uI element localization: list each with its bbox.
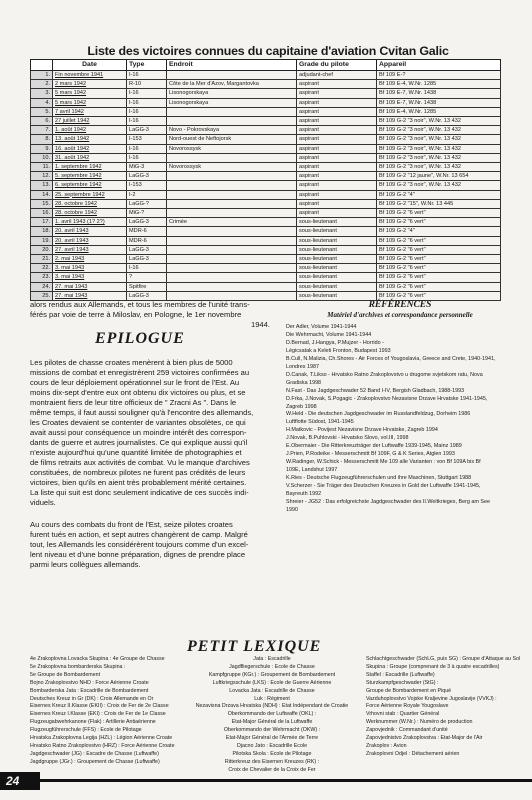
lexique-entry: Lovacka Jata : Escadrille de Chasse (229, 687, 315, 694)
table-cell: 7. (31, 126, 53, 135)
table-cell: 27. avril 1943 (53, 245, 127, 254)
lexique-entry: Flugzeugabwehrkanone (Flak) : Artillerie Antiaérienne (30, 719, 156, 726)
table-cell: Bf 109 G-2 "3 noir", W.Nr. 13 432 (377, 117, 501, 126)
table-cell: R-10 (127, 80, 167, 89)
reference-line: D.Canak, T.Likso - Hrvatsko Ratno Zrakoplovstvo u drugome svjetskom ratu, Nova (286, 371, 483, 378)
lexique-entry: Pilotska Skola : Ecole de Pilotage (232, 750, 312, 757)
epilogue-line: moins dix-sept d'entre eux ont obtenu dix victoires ou plus, et se (30, 388, 246, 397)
table-cell: 24. (31, 282, 53, 291)
table-cell: I-2 (127, 190, 167, 199)
table-cell: sous-lieutenant (297, 282, 377, 291)
table-row (31, 71, 501, 80)
table-row (31, 245, 501, 254)
table-cell: Bf 109 G-2 "4" (377, 190, 501, 199)
table-cell: aspirant (297, 209, 377, 218)
table-cell: 27. mai 1943 (53, 282, 127, 291)
table-cell: Novo - Pokrovskaya (167, 126, 297, 135)
table-cell: I-16 (127, 117, 167, 126)
lexique-entry: Hrvatska Zrakoplovna Legija (HZL) : Légion Aérienne Croate (30, 735, 173, 742)
lexique-entry: Zapovjednik : Commandant d'unité (366, 727, 448, 734)
epilogue-line: montraient fiers de leur titre officieux de " Zracni As ". Dans le (30, 398, 237, 407)
table-cell: Bf 109 G-2 "6 vert" (377, 264, 501, 273)
lexique-entry: Deutsches Kreuz in Gr (DK) : Croix Allemande en Or (30, 695, 154, 702)
header-place: Endroit (167, 60, 297, 71)
table-cell (167, 199, 297, 208)
lexique-entry: Skupina : Groupe (comprenant de 3 à quatre escadrilles) (366, 663, 500, 670)
table-cell (167, 227, 297, 236)
table-cell (167, 273, 297, 282)
table-row (31, 172, 501, 181)
lexique-title: PETIT LEXIQUE (187, 638, 322, 655)
table-cell (167, 245, 297, 254)
table-cell: aspirant (297, 80, 377, 89)
table-cell: MDR-6 (127, 236, 167, 245)
table-row (31, 218, 501, 227)
table-cell: aspirant (297, 181, 377, 190)
reference-line: E.Obermaier - Die Ritterkreuzträger der Luftwaffe 1939-1945, Mainz 1989 (286, 443, 462, 450)
table-cell: aspirant (297, 153, 377, 162)
table-row (31, 144, 501, 153)
lexique-entry: Werknummer (W.Nr.) : Numéro de production (366, 719, 473, 726)
epilogue-title: EPILOGUE (95, 330, 185, 347)
table-cell: 23. (31, 273, 53, 282)
reference-line: V.Scherzer - Sie Träger des Deutschen Kreuzes in Gold der Luftwaffe 1941-1945, (286, 483, 481, 490)
table-cell (167, 209, 297, 218)
lexique-entry: Luk : Régiment (254, 695, 290, 702)
table-cell: 3. mai 1943 (53, 264, 127, 273)
table-cell: aspirant (297, 172, 377, 181)
table-cell: sous-lieutenant (297, 273, 377, 282)
table-cell: 28. octobre 1942 (53, 209, 127, 218)
lexique-entry: Groupe de Bombardement en Piqué (366, 687, 452, 694)
table-row (31, 255, 501, 264)
epilogue-paragraph-1 (30, 358, 272, 508)
table-cell: Nord-ouest de Neftojorsk (167, 135, 297, 144)
lexique-entry: Vazduhoplovstvo Vojske Kraljevine Jugoslavije (VVKJ) : (366, 695, 497, 702)
reference-line: N.Fast - Das Jagdgeschwader 52 Band I-IV, Bergish Gladbach, 1988-1993 (286, 387, 465, 394)
table-row (31, 227, 501, 236)
header-date: Date (53, 60, 127, 71)
table-cell: 13. août 1942 (53, 135, 127, 144)
lexique-entry: Sturzkampfgeschwader (StG) : (366, 679, 439, 686)
table-cell: Bf 109 G-2 "3 noir", W.Nr. 13 432 (377, 135, 501, 144)
table-cell: 11. (31, 163, 53, 172)
table-row (31, 80, 501, 89)
table-cell: 8. (31, 135, 53, 144)
epilogue-line: Les pilotes de chasse croates menèrent à bien plus de 5000 (30, 358, 233, 367)
table-cell: 9. (31, 144, 53, 153)
table-cell (167, 153, 297, 162)
table-cell (167, 190, 297, 199)
table-cell: ? (127, 273, 167, 282)
header-type: Type (127, 60, 167, 71)
table-cell (167, 264, 297, 273)
victories-table (30, 59, 501, 301)
lexique-column-2 (186, 656, 358, 775)
table-cell (167, 117, 297, 126)
table-cell: Bf 109 G-2 "3 noir", W.Nr. 13 432 (377, 181, 501, 190)
lexique-entry: Bombarderska Jata : Escadrille de Bombardement (30, 687, 149, 694)
table-cell: Bf 109 G-2 "3 noir", W.Nr. 13 432 (377, 144, 501, 153)
table-cell: 2. mai 1943 (53, 255, 127, 264)
table-cell: aspirant (297, 126, 377, 135)
epilogue-line: viduels. (30, 498, 56, 507)
table-cell: 28. octobre 1942 (53, 199, 127, 208)
table-cell (167, 236, 297, 245)
lexique-entry: Kampfgruppe (KGr.) : Groupement de Bombardement (208, 671, 336, 678)
lexique-entry: Etat-Major Général de l'Armée de Terre (225, 735, 319, 742)
table-cell: Bf 109 G-2 "6 vert" (377, 209, 501, 218)
page-title: Liste des victoires connues du capitaine d'aviation Cvitan Galic (87, 44, 449, 58)
reference-line: 109E, Landshut 1997 (286, 467, 338, 474)
page-number: 24 (6, 774, 20, 788)
table-row (31, 264, 501, 273)
lexique-entry: Eisernes Kreuz I.Klasse (EKI) : Croix de Fer de 1e Classe (30, 711, 166, 718)
table-cell: I-16 (127, 153, 167, 162)
lexique-entry: Nezavisna Drzava Hrvatska (NDH) : Etat Indépendant de Croatie (195, 703, 349, 710)
table-cell: LaGG-3 (127, 255, 167, 264)
table-header (31, 60, 501, 71)
table-cell: 1. avril 1943 (1? 2?) (53, 218, 127, 227)
table-cell: I-16 (127, 89, 167, 98)
table-cell: 20. avril 1943 (53, 227, 127, 236)
table-row (31, 236, 501, 245)
lexique-entry: Schlachtgeschwader (SchLG, puis SG) : Groupe d'Attaque au Sol (366, 656, 521, 662)
table-cell (167, 181, 297, 190)
table-cell: Lisonogorskaya (167, 98, 297, 107)
header-aircraft: Appareil (377, 60, 501, 71)
table-cell: sous-lieutenant (297, 218, 377, 227)
table-cell: I-16 (127, 71, 167, 80)
lexique-entry: Hrvatsko Ratno Zrakoplovstvo (HRZ) : Force Aérienne Croate (30, 742, 175, 749)
table-row (31, 126, 501, 135)
epilogue-line: victoires, bien qu'ils en aient très probablement mérité certaines. (30, 478, 247, 487)
table-cell: 6. (31, 117, 53, 126)
table-cell: sous-lieutenant (297, 255, 377, 264)
table-cell: 2 mars 1942 (53, 80, 127, 89)
table-cell: Bf 109 G-2 "6 vert" (377, 291, 501, 300)
epilogue-line: tout, les Allemands les considérèrent toujours comme d'un excel- (30, 540, 249, 549)
table-cell: MDR-6 (127, 227, 167, 236)
lexique-entry: Ritterkreuz des Eisernen Kreuzes (RK) : (224, 758, 320, 765)
table-cell: Fin novembre 1941 (53, 71, 127, 80)
table-cell (167, 172, 297, 181)
reference-line: 1990 (286, 506, 298, 513)
epilogue-line: cours de leur déploiement opérationnel sur le front de l'Est. Au (30, 378, 240, 387)
lexique-entry: 4e Zrakoplovna Lovacka Skupina : 4e Groupe de Chasse (30, 656, 165, 662)
intro-text (30, 300, 270, 330)
lexique-entry: Force Aérienne Royale Yougoslave (366, 703, 449, 710)
table-row (31, 117, 501, 126)
table-cell: Bf 109 E-4, W.Nr. 1285 (377, 80, 501, 89)
table-cell: 27. mai 1943 (53, 291, 127, 300)
bottom-rule (40, 779, 532, 782)
table-cell: sous-lieutenant (297, 264, 377, 273)
intro-line: alors rendus aux Allemands, et tous les membres de l'unité trans- (30, 300, 250, 309)
table-cell: Novorossysk (167, 144, 297, 153)
table-row (31, 181, 501, 190)
reference-line: D.Bernad, J.Hangya, P.Mujzer - Horrido - (286, 339, 384, 346)
table-row (31, 199, 501, 208)
epilogue-line: furent tués en action, et sept autres changèrent de camp. Malgré (30, 530, 248, 539)
table-cell: MiG-? (127, 209, 167, 218)
table-cell: Bf 109 G-2 "6 vert" (377, 245, 501, 254)
table-cell: I-16 (127, 264, 167, 273)
table-cell: Bf 109 G-2 "6 vert" (377, 282, 501, 291)
table-cell: 19. (31, 236, 53, 245)
references-list (286, 324, 520, 515)
table-cell: 20. (31, 245, 53, 254)
lexique-entry: Eisernes Kreuz II.Klasse (EKII) : Croix de Fer de 2e Classe (30, 703, 169, 710)
table-cell: 5 mars 1942 (53, 89, 127, 98)
lexique-entry: Djacno Jato : Escadrille Ecole (236, 742, 308, 749)
table-cell: 12. (31, 172, 53, 181)
table-row (31, 135, 501, 144)
table-cell: LaGG-3 (127, 126, 167, 135)
table-cell: LaGG-3 (127, 291, 167, 300)
page-number-box (0, 772, 40, 790)
lexique-entry: Croix de Chevalier de la Croix de Fer (228, 766, 316, 773)
reference-line: Der Adler, Volume 1941-1944 (286, 324, 357, 330)
table-cell: Bf 109 G-2 "3 noir", W.Nr. 13 432 (377, 153, 501, 162)
epilogue-line: dants de guerre et autres journalistes. Ce qui explique aussi qu'il (30, 438, 248, 447)
reference-line: H.Matkovic - Povijest Nezavisne Drzave Hrvatske, Zagreb 1994 (286, 427, 438, 434)
header-num (31, 60, 53, 71)
table-cell: 16. août 1942 (53, 144, 127, 153)
table-cell: 1. septembre 1942 (53, 163, 127, 172)
lexique-column-1 (30, 656, 190, 767)
table-cell: Novorossysk (167, 163, 297, 172)
reference-line: Shreier - JG52 : Das erfolgreichste Jagdgeschwader des II.Weltkrieges, Berg am See (286, 498, 490, 505)
table-cell: I-153 (127, 181, 167, 190)
table-cell: 10. (31, 153, 53, 162)
reference-line: J.Novak, B.Puhlovski - Hrvatsko Slovo, vol.III, 1998 (286, 435, 409, 442)
table-cell: Bf 109 G-2 "15", W.Nr. 13 445 (377, 199, 501, 208)
lexique-entry: Jagdgeschwader (JG) : Escadre de Chasse (Luftwaffe) (30, 750, 159, 757)
reference-line: W.Held - Die deutschen Jagdgeschwader im Russlandfeldzug, Dorheim 1986 (286, 411, 471, 418)
table-cell: Bf 109 G-2 "6 vert" (377, 218, 501, 227)
epilogue-line: de films retraits aux activités de combat. Vu le manque d'archives (30, 458, 250, 467)
table-cell: sous-lieutenant (297, 245, 377, 254)
table-cell: I-16 (127, 144, 167, 153)
lexique-entry: Zapovjednistvo Zrakoplovstva : Etat-Major de l'Air (366, 735, 483, 742)
table-cell: aspirant (297, 107, 377, 116)
table-cell: Bf 109 G-2 "4" (377, 227, 501, 236)
reference-line: Londres 1987 (286, 363, 319, 370)
table-cell: Bf 109 G-2 "12 jaune", W.Nr. 13 654 (377, 172, 501, 181)
table-cell: aspirant (297, 163, 377, 172)
lexique-entry: Staffel : Escadrille (Luftwaffe) (366, 671, 435, 678)
lexique-entry: Zrakoplovni Odjel : Détachement aérien (366, 750, 460, 757)
epilogue-paragraph-2 (30, 520, 272, 570)
table-cell: I-16 (127, 107, 167, 116)
epilogue-line: Au cours des combats du front de l'Est, seize pilotes croates (30, 520, 233, 529)
lexique-entry: Jagdfliegerschule : Ecole de Chasse (229, 663, 315, 670)
table-cell: 5. (31, 107, 53, 116)
table-cell: aspirant (297, 98, 377, 107)
reference-line: K.Ries - Deutsche Flugzeugführerschulen und ihre Maschinen, Stuttgart 1988 (286, 475, 472, 482)
lexique-entry: Zrakoplov : Avion (366, 742, 407, 749)
table-cell: aspirant (297, 199, 377, 208)
table-row (31, 153, 501, 162)
epilogue-line: missions de combat et enregistrèrent 259 victoires confirmées au (30, 368, 250, 377)
table-cell: 21. (31, 255, 53, 264)
table-cell: 3. mai 1943 (53, 273, 127, 282)
table-row (31, 163, 501, 172)
table-cell: 22. (31, 264, 53, 273)
reference-line: Die Wehrmacht, Volume 1941-1944 (286, 331, 372, 338)
table-cell: I-16 (127, 98, 167, 107)
references-title: RÉFÉRENCES (368, 300, 432, 310)
epilogue-line: n'existe aujourd'hui qu'une quantité limitée de photographies et (30, 448, 242, 457)
lexique-entry: Luftkriegsschule (LKS) : Ecole de Guerre Aérienne (212, 679, 332, 686)
reference-line: Luftflotte Südost, 1941-1945 (286, 419, 354, 426)
lexique-entry: 5e Zrakoplovna bombarderska Skupina : (30, 663, 126, 670)
table-cell: 4. (31, 98, 53, 107)
table-cell: 25. (31, 291, 53, 300)
intro-line: 1944. (250, 320, 270, 329)
table-cell (167, 282, 297, 291)
table-cell: Bf 109 G-2 "6 vert" (377, 273, 501, 282)
table-cell: 1. août 1942 (53, 126, 127, 135)
table-cell: LaGG-3 (127, 218, 167, 227)
intro-line: férés par voie de terre à Miloslav, en Pologne, le 1er novembre (30, 310, 242, 319)
reference-line: W.Radinger, W.Schick - Messerschmitt Me 109 alle Varianten : von Bf 109A bis Bf (286, 459, 481, 466)
reference-line: D.Frka, J.Novak, S.Pogagic - Zrakoplovstvo Nezavisne Drzave Hrvatske 1941-1945, (286, 395, 488, 402)
reference-line: Gradiska 1998 (286, 379, 322, 386)
table-cell: 25. septembre 1942 (53, 190, 127, 199)
table-cell: 14. (31, 190, 53, 199)
lexique-column-3 (366, 656, 526, 759)
reference-line: J.Prien, P.Rodeike - Messerschmitt Bf 109F, G & K Series, Atglen 1993 (286, 451, 455, 458)
table-cell: LaGG-3 (127, 172, 167, 181)
table-cell: Bf 109 G-2 "6 vert" (377, 255, 501, 264)
lexique-entry: Etat-Major Général de la Luftwaffe (231, 719, 313, 726)
table-cell: Bf 109 E-4, W.Nr. 1285 (377, 107, 501, 116)
table-cell (167, 255, 297, 264)
table-cell: MiG-3 (127, 163, 167, 172)
table-cell: 20. avril 1943 (53, 236, 127, 245)
epilogue-line: lent niveau et d'une bonne préparation, dignes de prendre place (30, 550, 246, 559)
table-cell (167, 71, 297, 80)
table-cell: 13. (31, 181, 53, 190)
table-cell (167, 107, 297, 116)
table-row (31, 98, 501, 107)
table-row (31, 209, 501, 218)
table-row (31, 273, 501, 282)
reference-line: B.Cull, N.Malizia, Ch.Shores - Air Forces of Yougoslavia, Greece and Crete, 1940-1941, (286, 355, 496, 362)
lexique-entry: Flugzeugführerschule (FFS) : Ecole de Pilotage (30, 727, 142, 734)
lexique-entry: Vrhovni stab : Quartier Général (366, 711, 440, 718)
lexique-entry: 5e Groupe de Bombardement (30, 671, 101, 678)
table-cell: 1. (31, 71, 53, 80)
table-cell: 3. (31, 89, 53, 98)
table-cell: aspirant (297, 144, 377, 153)
table-cell: 15. (31, 199, 53, 208)
table-cell: Bf 109 G-2 "6 vert" (377, 236, 501, 245)
table-cell: aspirant (297, 89, 377, 98)
table-cell: aspirant (297, 190, 377, 199)
lexique-entry: Jata : Escadrille (253, 656, 291, 662)
table-cell: LaGG-? (127, 199, 167, 208)
table-cell: 5 mars 1942 (53, 98, 127, 107)
table-cell: aspirant (297, 135, 377, 144)
table-cell: 27 juillet 1942 (53, 117, 127, 126)
table-cell: I-153 (127, 135, 167, 144)
reference-line: Bayreuth 1992 (286, 491, 322, 498)
table-cell: 16. (31, 209, 53, 218)
table-cell: 18. (31, 227, 53, 236)
table-cell: LaGG-3 (127, 245, 167, 254)
epilogue-line: constituées, de nombreux pilotes ne furent pas crédités de leurs (30, 468, 246, 477)
table-cell: Lisonogorskaya (167, 89, 297, 98)
lexique-entry: Bojno Zrakoplovstvo NHD : Force Aérienne Croate (30, 679, 149, 686)
table-cell: adjudant-chef (297, 71, 377, 80)
table-body (31, 71, 501, 301)
table-row (31, 190, 501, 199)
table-row (31, 282, 501, 291)
reference-line: Zagreb 1998 (286, 403, 317, 410)
table-cell: sous-lieutenant (297, 291, 377, 300)
lexique-entry: Oberkommando der Wehrmacht (OKW) : (223, 727, 321, 734)
table-cell: 2. (31, 80, 53, 89)
table-row (31, 107, 501, 116)
table-cell: 17. (31, 218, 53, 227)
table-cell: 5. septembre 1942 (53, 172, 127, 181)
table-cell: Spitfire (127, 282, 167, 291)
lexique-entry: Jagdgruppe (JGr.) : Groupement de Chasse (Luftwaffe) (30, 758, 160, 765)
table-cell: Bf 109 E-7, W.Nr. 1438 (377, 98, 501, 107)
table-cell: 7 avril 1942 (53, 107, 127, 116)
table-cell: aspirant (297, 117, 377, 126)
epilogue-line: La liste qui suit est donc seulement indicative de ces succès indi- (30, 488, 249, 497)
table-cell: Bf 109 G-2 "3 noir", W.Nr. 13 432 (377, 126, 501, 135)
references-subtitle: Matériel d'archives et correspondance personnelle (327, 311, 473, 319)
table-cell: sous-lieutenant (297, 227, 377, 236)
epilogue-line: les Croates devaient se contenter de variantes obsolètes, ce qui (30, 418, 246, 427)
table-cell: Côte de la Mer d'Azov, Margantovka (167, 80, 297, 89)
lexique-entry: Oberkommando der Luftwaffe (OKL) : (227, 711, 317, 718)
table-cell: Crimée (167, 218, 297, 227)
table-row (31, 89, 501, 98)
table-cell: 6. septembre 1942 (53, 181, 127, 190)
epilogue-line: parmi leurs collègues allemands. (30, 560, 141, 569)
epilogue-line: avait aussi pour conséquence un moindre intérêt des correspon- (30, 428, 247, 437)
reference-line: Légicsatak a Keleti Fronton, Budapest 1993 (286, 347, 391, 354)
table-cell: Bf 109 G-2 "3 noir", W.Nr. 13 432 (377, 163, 501, 172)
table-cell: sous-lieutenant (297, 236, 377, 245)
table-cell: Bf 109 E-? (377, 71, 501, 80)
header-grade: Grade du pilote (297, 60, 377, 71)
epilogue-line: même temps, il faut aussi souligner qu'à l'encontre des allemands, (30, 408, 254, 417)
table-cell: Bf 109 E-7, W.Nr. 1438 (377, 89, 501, 98)
table-cell: 31. août 1942 (53, 153, 127, 162)
